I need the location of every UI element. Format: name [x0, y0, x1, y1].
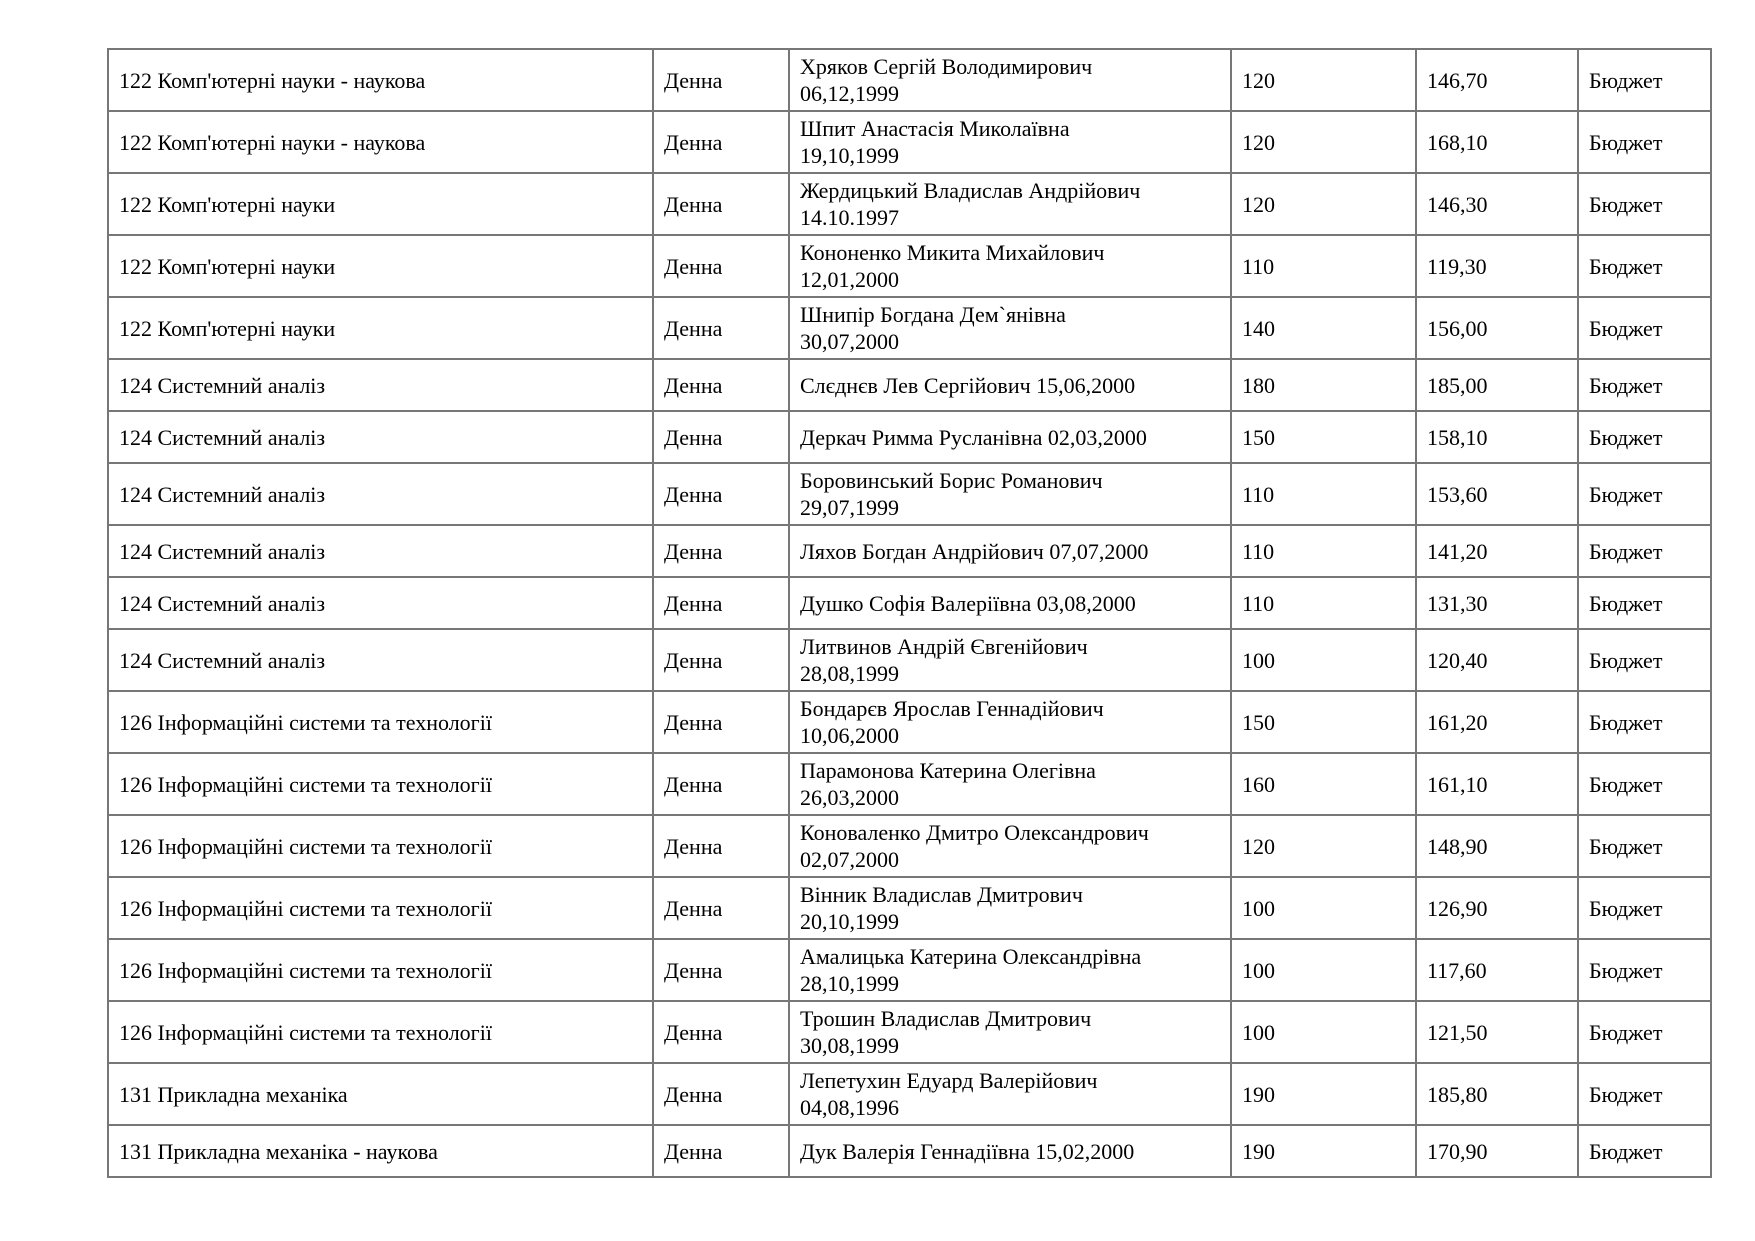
applicant-birthdate: 20,10,1999 [800, 909, 899, 934]
funding-cell: Бюджет [1578, 525, 1711, 577]
applicant-name: Бондарєв Ярослав Геннадійович [800, 696, 1104, 721]
program-cell: 131 Прикладна механіка [108, 1063, 653, 1125]
applicant-name: Амалицька Катерина Олександрівна [800, 944, 1142, 969]
funding-cell: Бюджет [1578, 753, 1711, 815]
table-row [108, 411, 1711, 463]
study-form-cell: Денна [653, 111, 789, 173]
volume-cell: 120 [1231, 111, 1416, 173]
study-form-cell: Денна [653, 1001, 789, 1063]
table-row [108, 877, 1711, 939]
applicant-name: Боровинський Борис Романович [800, 468, 1103, 493]
applicant-name: Вінник Владислав Дмитрович [800, 882, 1083, 907]
applicant-name: Парамонова Катерина Олегівна [800, 758, 1096, 783]
score-cell: 121,50 [1416, 1001, 1578, 1063]
score-cell: 141,20 [1416, 525, 1578, 577]
study-form-cell: Денна [653, 1063, 789, 1125]
funding-cell: Бюджет [1578, 1125, 1711, 1177]
score-cell: 126,90 [1416, 877, 1578, 939]
funding-cell: Бюджет [1578, 49, 1711, 111]
applicant-cell [789, 939, 1231, 1001]
applicant-cell [789, 691, 1231, 753]
funding-cell: Бюджет [1578, 877, 1711, 939]
volume-cell: 190 [1231, 1063, 1416, 1125]
applicant-name: Шпит Анастасія Миколаївна [800, 116, 1070, 141]
table-row [108, 691, 1711, 753]
score-cell: 168,10 [1416, 111, 1578, 173]
table-row [108, 359, 1711, 411]
funding-cell: Бюджет [1578, 297, 1711, 359]
applicant-name: Трошин Владислав Дмитрович [800, 1006, 1092, 1031]
volume-cell: 180 [1231, 359, 1416, 411]
applicant-name: Шнипір Богдана Дем`янівна [800, 302, 1066, 327]
score-cell: 119,30 [1416, 235, 1578, 297]
study-form-cell: Денна [653, 753, 789, 815]
table-row [108, 173, 1711, 235]
volume-cell: 190 [1231, 1125, 1416, 1177]
program-cell: 124 Системний аналіз [108, 577, 653, 629]
applicant-cell [789, 49, 1231, 111]
volume-cell: 160 [1231, 753, 1416, 815]
study-form-cell: Денна [653, 173, 789, 235]
applicant-name: Кононенко Микита Михайлович [800, 240, 1105, 265]
funding-cell: Бюджет [1578, 111, 1711, 173]
table-row [108, 463, 1711, 525]
funding-cell: Бюджет [1578, 939, 1711, 1001]
volume-cell: 100 [1231, 629, 1416, 691]
volume-cell: 110 [1231, 235, 1416, 297]
score-cell: 146,70 [1416, 49, 1578, 111]
study-form-cell: Денна [653, 359, 789, 411]
applicant-cell [789, 463, 1231, 525]
volume-cell: 120 [1231, 49, 1416, 111]
applicant-cell [789, 577, 1231, 629]
funding-cell: Бюджет [1578, 411, 1711, 463]
table-row [108, 525, 1711, 577]
study-form-cell: Денна [653, 235, 789, 297]
applicant-birthdate: 02,07,2000 [800, 847, 899, 872]
score-cell: 170,90 [1416, 1125, 1578, 1177]
volume-cell: 110 [1231, 577, 1416, 629]
study-form-cell: Денна [653, 49, 789, 111]
table-row [108, 939, 1711, 1001]
program-cell: 126 Інформаційні системи та технології [108, 753, 653, 815]
score-cell: 153,60 [1416, 463, 1578, 525]
program-cell: 126 Інформаційні системи та технології [108, 877, 653, 939]
program-cell: 124 Системний аналіз [108, 359, 653, 411]
score-cell: 148,90 [1416, 815, 1578, 877]
applicant-name: Слєднєв Лев Сергійович 15,06,2000 [800, 372, 1136, 398]
applicant-cell [789, 235, 1231, 297]
applicant-cell [789, 629, 1231, 691]
funding-cell: Бюджет [1578, 691, 1711, 753]
volume-cell: 150 [1231, 411, 1416, 463]
applicant-birthdate: 12,01,2000 [800, 267, 899, 292]
applicant-name: Душко Софія Валеріївна 03,08,2000 [800, 590, 1136, 616]
program-cell: 124 Системний аналіз [108, 525, 653, 577]
program-cell: 126 Інформаційні системи та технології [108, 1001, 653, 1063]
applicant-cell [789, 359, 1231, 411]
volume-cell: 100 [1231, 939, 1416, 1001]
table-row [108, 111, 1711, 173]
applicant-cell [789, 753, 1231, 815]
program-cell: 131 Прикладна механіка - наукова [108, 1125, 653, 1177]
volume-cell: 150 [1231, 691, 1416, 753]
applicant-cell [789, 111, 1231, 173]
table-row [108, 49, 1711, 111]
study-form-cell: Денна [653, 815, 789, 877]
applicant-birthdate: 19,10,1999 [800, 143, 899, 168]
volume-cell: 110 [1231, 525, 1416, 577]
score-cell: 185,80 [1416, 1063, 1578, 1125]
applicant-birthdate: 28,08,1999 [800, 661, 899, 686]
study-form-cell: Денна [653, 877, 789, 939]
applicant-cell [789, 1063, 1231, 1125]
applicant-birthdate: 26,03,2000 [800, 785, 899, 810]
applicant-name: Дук Валерія Геннадіївна 15,02,2000 [800, 1138, 1135, 1164]
score-cell: 156,00 [1416, 297, 1578, 359]
applicant-cell [789, 815, 1231, 877]
score-cell: 146,30 [1416, 173, 1578, 235]
applicant-name: Деркач Римма Русланівна 02,03,2000 [800, 424, 1147, 450]
table-row [108, 1125, 1711, 1177]
study-form-cell: Денна [653, 463, 789, 525]
applicant-birthdate: 10,06,2000 [800, 723, 899, 748]
program-cell: 122 Комп'ютерні науки [108, 173, 653, 235]
score-cell: 185,00 [1416, 359, 1578, 411]
score-cell: 131,30 [1416, 577, 1578, 629]
applicant-birthdate: 28,10,1999 [800, 971, 899, 996]
table-row [108, 235, 1711, 297]
applicant-birthdate: 29,07,1999 [800, 495, 899, 520]
volume-cell: 140 [1231, 297, 1416, 359]
study-form-cell: Денна [653, 525, 789, 577]
applicant-name: Хряков Сергій Володимирович [800, 54, 1093, 79]
table-row [108, 629, 1711, 691]
program-cell: 122 Комп'ютерні науки [108, 235, 653, 297]
table-row [108, 1063, 1711, 1125]
volume-cell: 110 [1231, 463, 1416, 525]
program-cell: 126 Інформаційні системи та технології [108, 815, 653, 877]
volume-cell: 120 [1231, 173, 1416, 235]
applicant-birthdate: 14.10.1997 [800, 205, 899, 230]
funding-cell: Бюджет [1578, 1001, 1711, 1063]
funding-cell: Бюджет [1578, 173, 1711, 235]
applicant-name: Лепетухин Едуард Валерійович [800, 1068, 1098, 1093]
funding-cell: Бюджет [1578, 235, 1711, 297]
score-cell: 117,60 [1416, 939, 1578, 1001]
applicant-cell [789, 877, 1231, 939]
applicant-cell [789, 411, 1231, 463]
applicant-cell [789, 1001, 1231, 1063]
applicant-birthdate: 30,08,1999 [800, 1033, 899, 1058]
score-cell: 120,40 [1416, 629, 1578, 691]
table-row [108, 815, 1711, 877]
program-cell: 124 Системний аналіз [108, 411, 653, 463]
applicant-cell [789, 1125, 1231, 1177]
study-form-cell: Денна [653, 629, 789, 691]
admission-table-body [108, 49, 1711, 1177]
funding-cell: Бюджет [1578, 815, 1711, 877]
program-cell: 122 Комп'ютерні науки [108, 297, 653, 359]
table-row [108, 297, 1711, 359]
admission-list-table [107, 48, 1712, 1178]
applicant-cell [789, 173, 1231, 235]
volume-cell: 100 [1231, 1001, 1416, 1063]
applicant-name: Ляхов Богдан Андрійович 07,07,2000 [800, 538, 1149, 564]
applicant-name: Литвинов Андрій Євгенійович [800, 634, 1088, 659]
program-cell: 122 Комп'ютерні науки - наукова [108, 49, 653, 111]
score-cell: 161,20 [1416, 691, 1578, 753]
applicant-cell [789, 297, 1231, 359]
program-cell: 126 Інформаційні системи та технології [108, 691, 653, 753]
score-cell: 161,10 [1416, 753, 1578, 815]
study-form-cell: Денна [653, 297, 789, 359]
funding-cell: Бюджет [1578, 1063, 1711, 1125]
volume-cell: 120 [1231, 815, 1416, 877]
applicant-birthdate: 04,08,1996 [800, 1095, 899, 1120]
funding-cell: Бюджет [1578, 629, 1711, 691]
study-form-cell: Денна [653, 691, 789, 753]
program-cell: 126 Інформаційні системи та технології [108, 939, 653, 1001]
funding-cell: Бюджет [1578, 359, 1711, 411]
applicant-name: Жердицький Владислав Андрійович [800, 178, 1141, 203]
funding-cell: Бюджет [1578, 463, 1711, 525]
study-form-cell: Денна [653, 939, 789, 1001]
applicant-name: Коноваленко Дмитро Олександрович [800, 820, 1149, 845]
volume-cell: 100 [1231, 877, 1416, 939]
table-row [108, 753, 1711, 815]
table-row [108, 1001, 1711, 1063]
score-cell: 158,10 [1416, 411, 1578, 463]
program-cell: 122 Комп'ютерні науки - наукова [108, 111, 653, 173]
applicant-cell [789, 525, 1231, 577]
applicant-birthdate: 06,12,1999 [800, 81, 899, 106]
program-cell: 124 Системний аналіз [108, 463, 653, 525]
study-form-cell: Денна [653, 577, 789, 629]
program-cell: 124 Системний аналіз [108, 629, 653, 691]
study-form-cell: Денна [653, 1125, 789, 1177]
study-form-cell: Денна [653, 411, 789, 463]
table-row [108, 577, 1711, 629]
applicant-birthdate: 30,07,2000 [800, 329, 899, 354]
funding-cell: Бюджет [1578, 577, 1711, 629]
